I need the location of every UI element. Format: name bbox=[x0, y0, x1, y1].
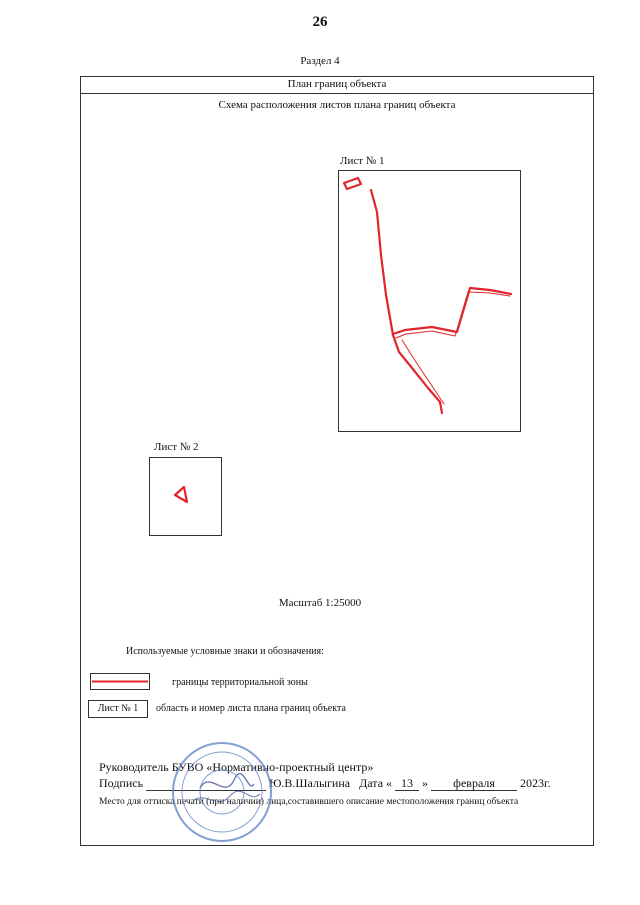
sheet-2-label: Лист № 2 bbox=[154, 441, 199, 453]
signature-row bbox=[99, 776, 551, 791]
head-of-organization: Руководитель БУВО «Нормативно-проектный центр» bbox=[99, 760, 374, 774]
sign-label: Подпись bbox=[99, 776, 144, 790]
date-close-quote: » bbox=[422, 776, 429, 790]
sheet-1-label: Лист № 1 bbox=[340, 155, 385, 167]
scheme-title: Схема расположения листов плана границ объекта bbox=[218, 99, 456, 111]
stamp-place-note: Место для оттиска печати (при наличии) лица,составившего описание местоположения границ объекта bbox=[99, 797, 519, 807]
date-label: Дата bbox=[359, 776, 384, 790]
form-title: План границ объекта bbox=[80, 76, 594, 94]
legend-red-line-swatch bbox=[90, 673, 150, 690]
boundary-line-branch bbox=[393, 288, 511, 334]
boundary-line-main bbox=[371, 190, 442, 413]
legend-sheet-swatch: Лист № 1 bbox=[88, 700, 148, 718]
official-seal-icon bbox=[170, 740, 275, 845]
date-open-quote: « bbox=[386, 776, 393, 790]
boundary-parcel-triangle bbox=[175, 487, 187, 502]
legend-line-label: границы территориальной зоны bbox=[172, 677, 308, 688]
signer-name: Ю.В.Шалыгина bbox=[269, 776, 351, 790]
date-month: февраля bbox=[431, 777, 517, 791]
date-year: 2023г. bbox=[520, 776, 551, 790]
legend-title: Используемые условные знаки и обозначения: bbox=[126, 646, 324, 657]
date-day: 13 bbox=[395, 777, 419, 791]
scale-label: Масштаб 1:25000 bbox=[278, 597, 362, 609]
boundary-line-lower bbox=[402, 340, 444, 404]
section-label: Раздел 4 bbox=[300, 55, 340, 67]
page-number: 26 bbox=[312, 14, 328, 30]
legend-sheet-label: область и номер листа плана границ объекта bbox=[156, 703, 346, 714]
boundary-parcel-small bbox=[344, 178, 361, 189]
